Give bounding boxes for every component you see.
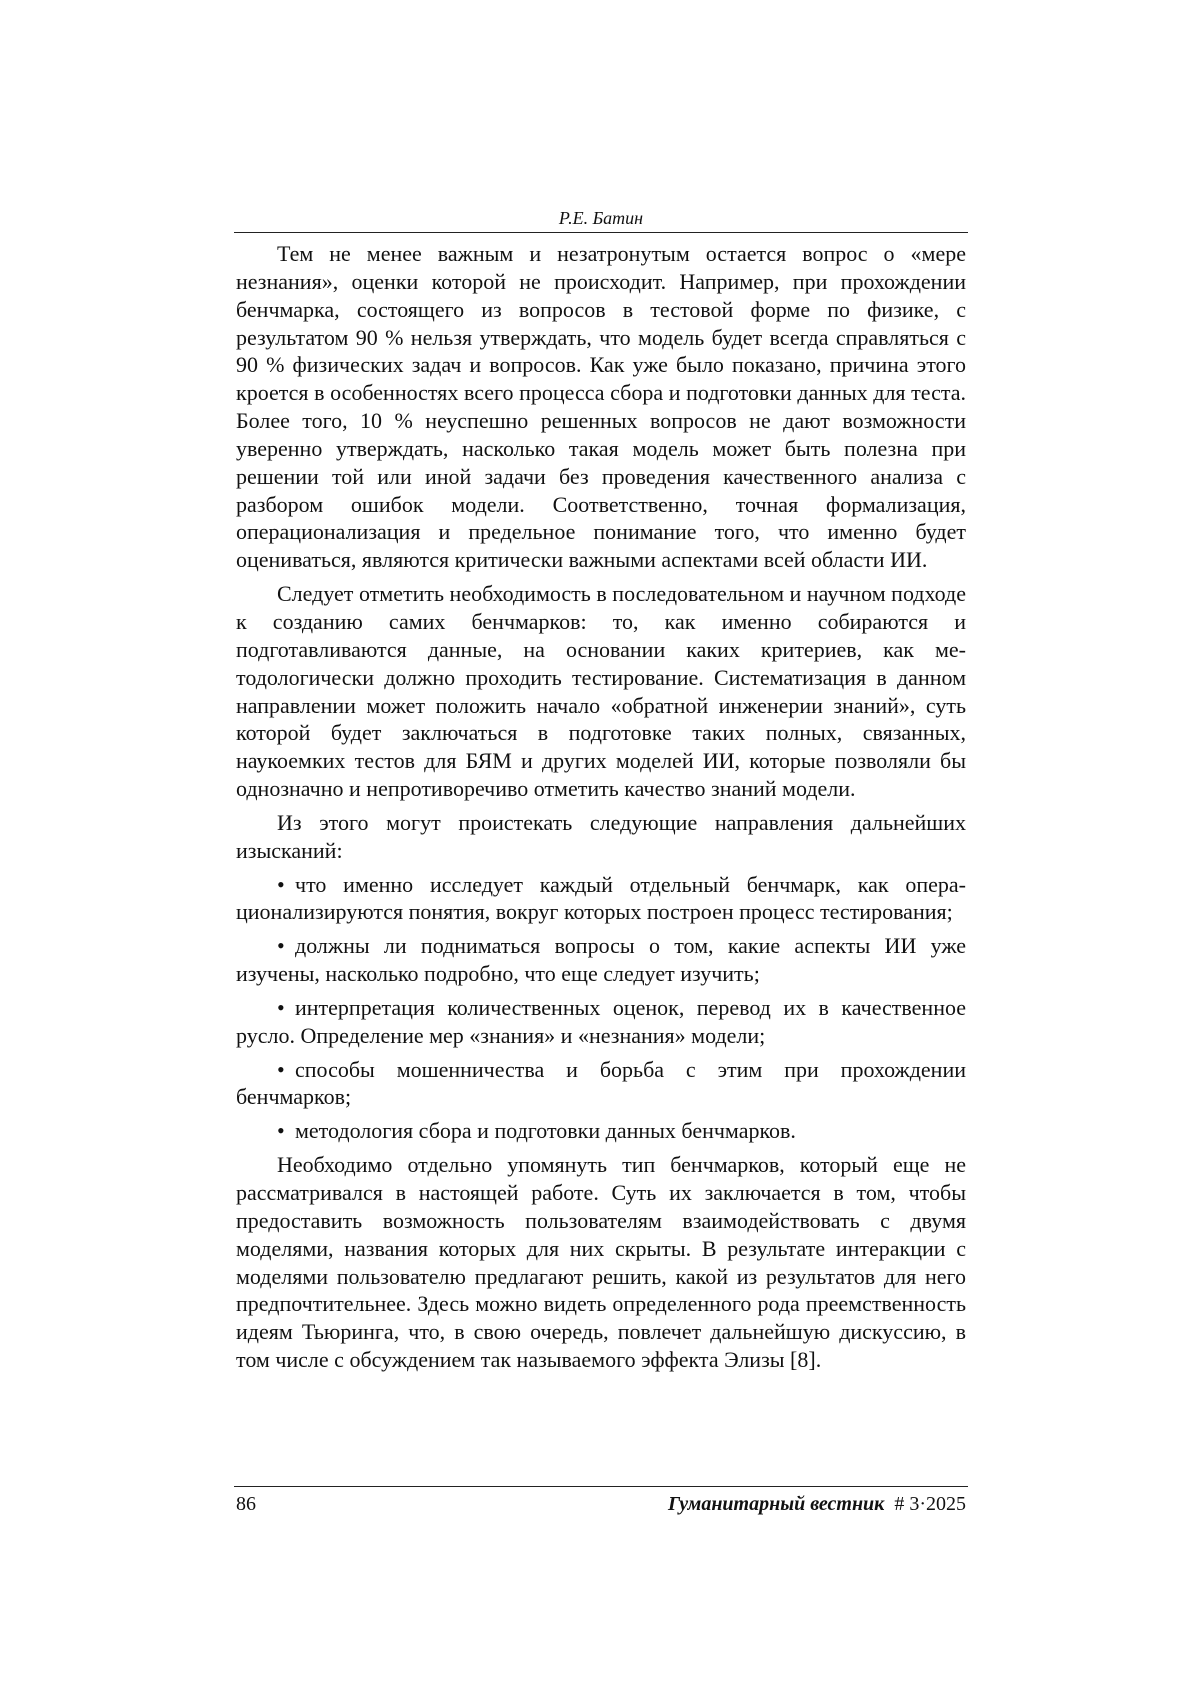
bullet-icon: • xyxy=(277,871,285,897)
body-paragraph-1: Тем не менее важным и незатронутым остается вопрос о «мере незнания», оценки которой не происходит. Например, при прохождении бенчмарка, состоящего из вопросов в тестовой форме по физике, с результатом 90 % нельзя утверждать, что модель будет всегда справляться с 90 % физических задач и вопросов. Как уже было показано, причина этого кроется в особенностях всего процесса сбора и подготовки данных для теста. Более того, 10 % неуспешно решенных вопросов не дают возможности уверенно утверждать, насколько такая модель может быть полезна при решении той или иной задачи без проведения качественного анализа с разбором ошибок модели. Соответственно, точная формализация, операционализация и предельное понимание того, что именно будет оцениваться, являются критически важными аспектами всей области ИИ. xyxy=(236,241,966,573)
bullet-icon: • xyxy=(277,933,285,959)
header-rule xyxy=(234,232,968,233)
page-number: 86 xyxy=(236,1493,256,1515)
article-body xyxy=(236,240,966,1380)
bullet-text-4: способы мошенничества и борьба с этим при прохождении бенчмарков; xyxy=(236,1056,966,1110)
footer-rule xyxy=(234,1486,968,1487)
bullet-icon: • xyxy=(277,994,285,1020)
bullet-item-2 xyxy=(236,932,966,988)
journal-issue: # 3·2025 xyxy=(894,1493,966,1515)
bullet-item-3 xyxy=(236,994,966,1050)
bullet-item-4 xyxy=(236,1056,966,1112)
body-paragraph-3: Из этого могут проистекать следующие направления дальнейших изысканий: xyxy=(236,809,966,863)
bullet-text-5: методология сбора и подготовки данных бенчмарков. xyxy=(295,1118,796,1144)
bullet-icon: • xyxy=(277,1056,285,1082)
running-head-author: Р.Е. Батин xyxy=(558,208,644,228)
journal-title: Гуманитарный вестник xyxy=(668,1493,885,1515)
bullet-item-5 xyxy=(236,1117,966,1145)
bullet-text-3: интерпретация количественных оценок, перевод их в качественное русло. Определение мер «знания» и «незнания» модели; xyxy=(236,994,966,1048)
bullet-icon: • xyxy=(277,1118,285,1144)
body-paragraph-final: Необходимо отдельно упомянуть тип бенчмарков, который еще не рассматривался в настоящей работе. Суть их заключается в том, чтобы предоставить возможность пользователям взаимодействовать с двумя моделями, названия которых для них скрыты. В результате интеракции с моделями пользователю предлагают решить, какой из результатов для него предпочтительнее. Здесь можно видеть определенного рода преемственность идеям Тьюринга, что, в свою очередь, повлечет дальнейшую дискуссию, в том числе с обсуждением так называемого эффекта Элизы [8]. xyxy=(236,1152,966,1373)
bullet-text-2: должны ли подниматься вопросы о том, какие аспекты ИИ уже изучены, насколько подробно, что еще следует изучить; xyxy=(236,933,966,987)
journal-footer xyxy=(668,1492,966,1516)
bullet-item-1 xyxy=(236,871,966,927)
body-paragraph-2: Следует отметить необходимость в последовательном и научном подходе к созданию самих бенчмарков: то, как именно собираются и подготавливаются данные, на основании каких критериев, как методологически должно проходить тестирование. Систематизация в данном направлении может положить начало «обратной инженерии знаний», суть которой будет заключаться в подготовке таких полных, связанных, наукоемких тестов для БЯМ и других моделей ИИ, которые позволяли бы однозначно и непротиворечиво отметить качество знаний модели. xyxy=(236,581,966,802)
bullet-text-1: что именно исследует каждый отдельный бенчмарк, как операционализируются понятия, вокруг которых построен процесс тестирования; xyxy=(236,871,966,925)
